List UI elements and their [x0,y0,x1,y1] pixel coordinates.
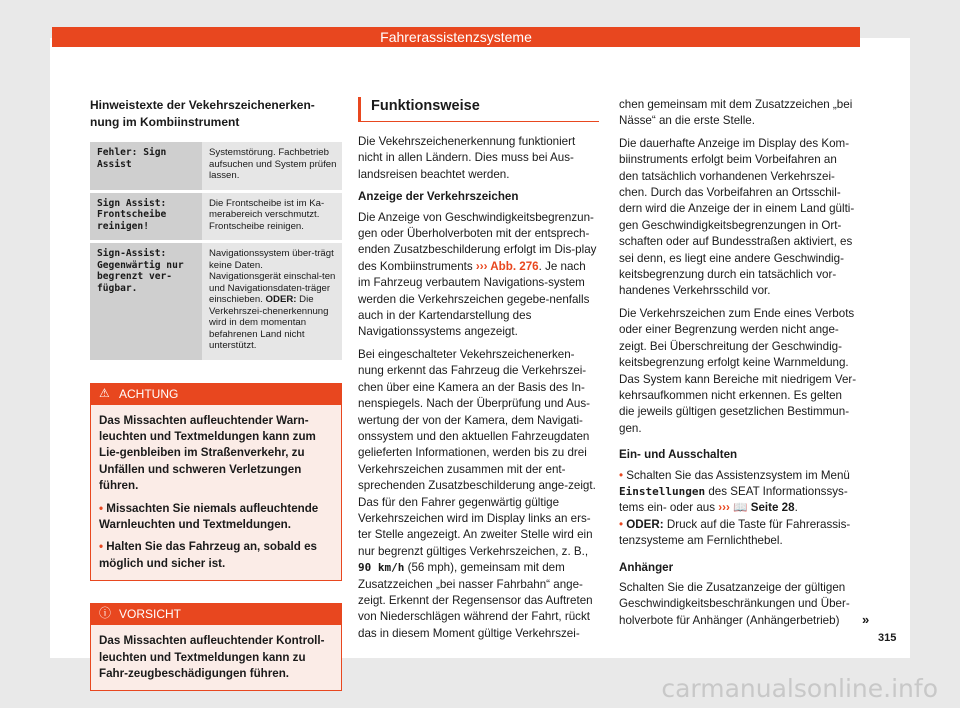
section-heading: Funktionsweise [358,97,599,122]
message-desc [202,242,342,362]
menu-name: Einstellungen [619,484,706,498]
right-column [619,97,857,635]
or-label: ODER: [626,517,664,531]
message-desc: Systemstörung. Fachbetrieb aufsuchen und System prüfen lassen. [202,142,342,192]
paragraph [358,210,599,341]
paragraph: Die Vekehrszeichenerkennung funktioniert nicht in allen Ländern. Dies muss bei Aus-landsreisen beachtet werden. [358,135,576,181]
caution-circle-icon: ⓘ [99,606,112,621]
bullet-icon: • [619,517,627,531]
middle-column [358,97,599,648]
bullet-icon: • [619,468,627,482]
paragraph: Schalten Sie die Zusatzanzeige der gültigen Geschwindigkeitsbeschränkungen und Über-holverbote für Anhänger (Anhängerbetrieb) [619,580,850,627]
list-item [619,468,857,517]
warning-triangle-icon: ⚠ [99,385,110,400]
left-column [90,97,342,691]
paragraph-text: Bei eingeschalteter Vekehrszeichenerken-nung erkennt das Fahrzeug die Verkehrszei-chen über eine Kamera an der Basis des In-nenspiegels. Nach der Überprüfung und Aus-wertung der von der Kamera, dem Navigati-onssystem und den aktuellen Fahrzeugdaten gelieferten Informationen, werden bis zu drei Verkehrszeichen zusammen mit der ent-sprechenden Zusatzbeschilderung ange-zeigt. Das für den Fahrer gegenwärtig gültige Verkehrszeichen wird im Display links an ers-ter Stelle angezeigt. An zweiter Stelle wird ein nur begrenzt gültiges Verkehrszeichen, z. B., [358,347,596,558]
continued-marker: » [862,612,870,627]
bullet-icon: • [99,540,107,554]
message-table [90,141,342,363]
paragraph-text: . Je nach im Fahrzeug verbautem Navigations-system werden die Verkehrszeichen gegebe-nenfalls auch in der Kartendarstellung des Navigationssystems angezeigt. [358,259,590,339]
paragraph [358,347,599,642]
table-heading: Hinweistexte der Vekehrszeichenerken-nung im Kombiinstrument [90,98,315,129]
message-desc-text: Navigationssystem über-trägt keine Daten. Navigationsgerät einschal-ten und Navigationsdaten-träger einschieben. [209,248,336,305]
subheading: Anhänger [619,560,674,574]
message-desc-or: ODER: [265,294,297,305]
list-item-text: Schalten Sie das Assistenzsystem im Menü [626,468,850,482]
section-header: Fahrerassistenzsysteme [52,27,860,47]
warning-bullet [99,501,333,534]
warning-body [91,405,341,581]
caution-text: Das Missachten aufleuchtender Kontroll-leuchten und Textmeldungen kann zu Fahr-zeugbeschädigungen führen. [99,634,325,680]
book-icon: 📖 [733,501,748,515]
caution-title-text: VORSICHT [119,607,182,622]
warning-bullet-text: Missachten Sie niemals aufleuchtende Warnleuchten und Textmeldungen. [99,501,319,531]
list-item-text: . [794,501,798,515]
message-code: Sign Assist: Frontscheibe reinigen! [90,191,202,242]
paragraph: Die dauerhafte Anzeige im Display des Kom-biinstruments erfolgt beim Vorbeifahren an den tatsächlich vorhandenen Verkehrszei-chen. Durch das Vorbeifahren an Ortsschil-dern wird die Anzeige der in einem Land gülti-gen Geschwindigkeitsbegrenzungen in Ort-schaften oder auf Bundesstraßen aktiviert, es sei denn, es liegt eine andere Geschwindig-keitsbegrenzung durch ein tatsächlich vor-handenes Verkehrsschild vor. [619,136,855,298]
figure-reference-link[interactable]: ››› Abb. 276 [475,259,539,273]
table-row [90,191,342,242]
warning-box [90,383,342,582]
paragraph: chen gemeinsam mit dem Zusatzzeichen „bei Nässe“ an die erste Stelle. [619,98,853,128]
paragraph-text: (56 mph), gemeinsam mit dem Zusatzzeichen „bei nasser Fahrbahn“ ange-zeigt. Erkennt der Regensensor das Auftreten von Niederschlägen während der Fahrt, rückt das in diesem Moment gültige Verkehrszei- [358,561,593,640]
message-desc: Die Frontscheibe ist im Ka-merabereich verschmutzt. Frontscheibe reinigen. [202,191,342,242]
page-number: 315 [878,632,897,644]
bullet-icon: • [99,501,107,515]
subheading: Anzeige der Verkehrszeichen [358,190,519,204]
warning-intro: Das Missachten aufleuchtender Warn-leuchten und Textmeldungen kann zum Lie-genbleiben im Straßenverkehr, zu Unfällen und schweren Verletzungen führen. [99,413,316,493]
page-reference[interactable]: Seite 28 [750,501,795,515]
caution-title [91,604,341,625]
table-row [90,242,342,362]
warning-title [91,384,341,405]
list-item-text: des SEAT Informationssys-tems ein- oder aus [619,484,848,515]
list-item-text: Druck auf die Taste für Fahrerassis-tenzsysteme am Fernlichthebel. [619,517,851,548]
paragraph-text: Die Anzeige von Geschwindigkeitsbegrenzun-gen oder Überholverboten mit der entsprech-enden Zusatzbeschilderung erfolgt im Dis-play des Kombiinstruments [358,210,597,273]
warning-bullet-text: Halten Sie das Fahrzeug an, sobald es möglich und sicher ist. [99,540,317,570]
subheading: Ein- und Ausschalten [619,448,738,462]
message-desc-tail: Die Verkehrszei-chenerkennung wird in dem momentan befahrenen Land nicht unterstützt. [209,294,329,351]
speed-value: 90 km/h [358,561,405,575]
list-item [619,517,857,550]
warning-bullet [99,539,333,572]
message-code: Sign-Assist: Gegenwärtig nur begrenzt ver-fügbar. [90,242,202,362]
page-reference-arrows[interactable]: ››› [718,501,730,515]
paragraph: Die Verkehrszeichen zum Ende eines Verbots oder einer Begrenzung werden nicht ange-zeigt. Bei Überschreitung der Geschwindig-keitsbegrenzung erfolgt keine Warnmeldung. Das System kann Bereiche mit niedrigem Ver-kehrsaufkommen nicht erkennen. Es gelten die jeweils gültigen gesetzlichen Bestimmun-gen. [619,306,857,435]
table-row [90,142,342,192]
message-code: Fehler: Sign Assist [90,142,202,192]
warning-title-text: ACHTUNG [119,386,179,401]
watermark: carmanualsonline.info [661,674,938,703]
